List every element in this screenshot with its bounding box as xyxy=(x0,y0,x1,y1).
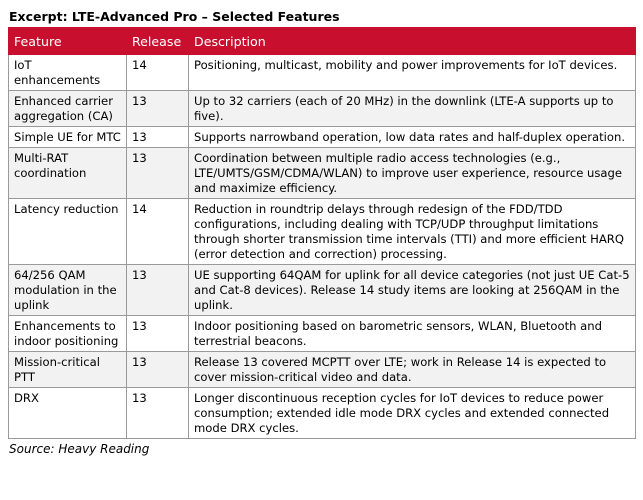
release-cell: 13 xyxy=(127,316,189,352)
description-cell: Up to 32 carriers (each of 20 MHz) in the downlink (LTE-A supports up to five). xyxy=(189,91,636,127)
release-cell: 13 xyxy=(127,127,189,148)
description-cell: Coordination between multiple radio access technologies (e.g., LTE/UMTS/GSM/CDMA/WLAN) to improve user experience, resource usage and maximize efficiency. xyxy=(189,148,636,199)
table-header-row xyxy=(9,28,636,55)
description-cell: UE supporting 64QAM for uplink for all device categories (not just UE Cat-5 and Cat-8 devices). Release 14 study items are looking at 256QAM in the uplink. xyxy=(189,265,636,316)
feature-cell: Enhancements to indoor positioning xyxy=(9,316,127,352)
feature-cell: Latency reduction xyxy=(9,199,127,265)
description-cell: Positioning, multicast, mobility and power improvements for IoT devices. xyxy=(189,55,636,91)
feature-cell: Enhanced carrier aggregation (CA) xyxy=(9,91,127,127)
feature-cell: DRX xyxy=(9,388,127,439)
description-cell: Longer discontinuous reception cycles for IoT devices to reduce power consumption; extended idle mode DRX cycles and extended connected mode DRX cycles. xyxy=(189,388,636,439)
description-cell: Supports narrowband operation, low data rates and half-duplex operation. xyxy=(189,127,636,148)
feature-cell: Mission-critical PTT xyxy=(9,352,127,388)
release-cell: 13 xyxy=(127,91,189,127)
table-row xyxy=(9,388,636,439)
release-cell: 14 xyxy=(127,199,189,265)
source-note: Source: Heavy Reading xyxy=(9,442,150,456)
description-cell: Indoor positioning based on barometric sensors, WLAN, Bluetooth and terrestrial beacons. xyxy=(189,316,636,352)
table-row xyxy=(9,127,636,148)
header-release: Release xyxy=(127,28,189,55)
release-cell: 13 xyxy=(127,352,189,388)
table-row xyxy=(9,316,636,352)
table-row xyxy=(9,148,636,199)
table-row xyxy=(9,91,636,127)
description-cell: Reduction in roundtrip delays through redesign of the FDD/TDD configurations, including dealing with TCP/UDP throughput limitations through shorter transmission time intervals (TTI) and more efficient HARQ (error detection and correction) processing. xyxy=(189,199,636,265)
feature-cell: IoT enhancements xyxy=(9,55,127,91)
release-cell: 14 xyxy=(127,55,189,91)
features-table xyxy=(8,27,636,439)
description-cell: Release 13 covered MCPTT over LTE; work in Release 14 is expected to cover mission-critical video and data. xyxy=(189,352,636,388)
release-cell: 13 xyxy=(127,388,189,439)
table-row xyxy=(9,55,636,91)
release-cell: 13 xyxy=(127,265,189,316)
feature-cell: Simple UE for MTC xyxy=(9,127,127,148)
table-row xyxy=(9,199,636,265)
header-feature: Feature xyxy=(9,28,127,55)
header-description: Description xyxy=(189,28,636,55)
table-row xyxy=(9,265,636,316)
feature-cell: 64/256 QAM modulation in the uplink xyxy=(9,265,127,316)
table-row xyxy=(9,352,636,388)
feature-cell: Multi-RAT coordination xyxy=(9,148,127,199)
table-title: Excerpt: LTE-Advanced Pro – Selected Features xyxy=(9,9,340,24)
release-cell: 13 xyxy=(127,148,189,199)
